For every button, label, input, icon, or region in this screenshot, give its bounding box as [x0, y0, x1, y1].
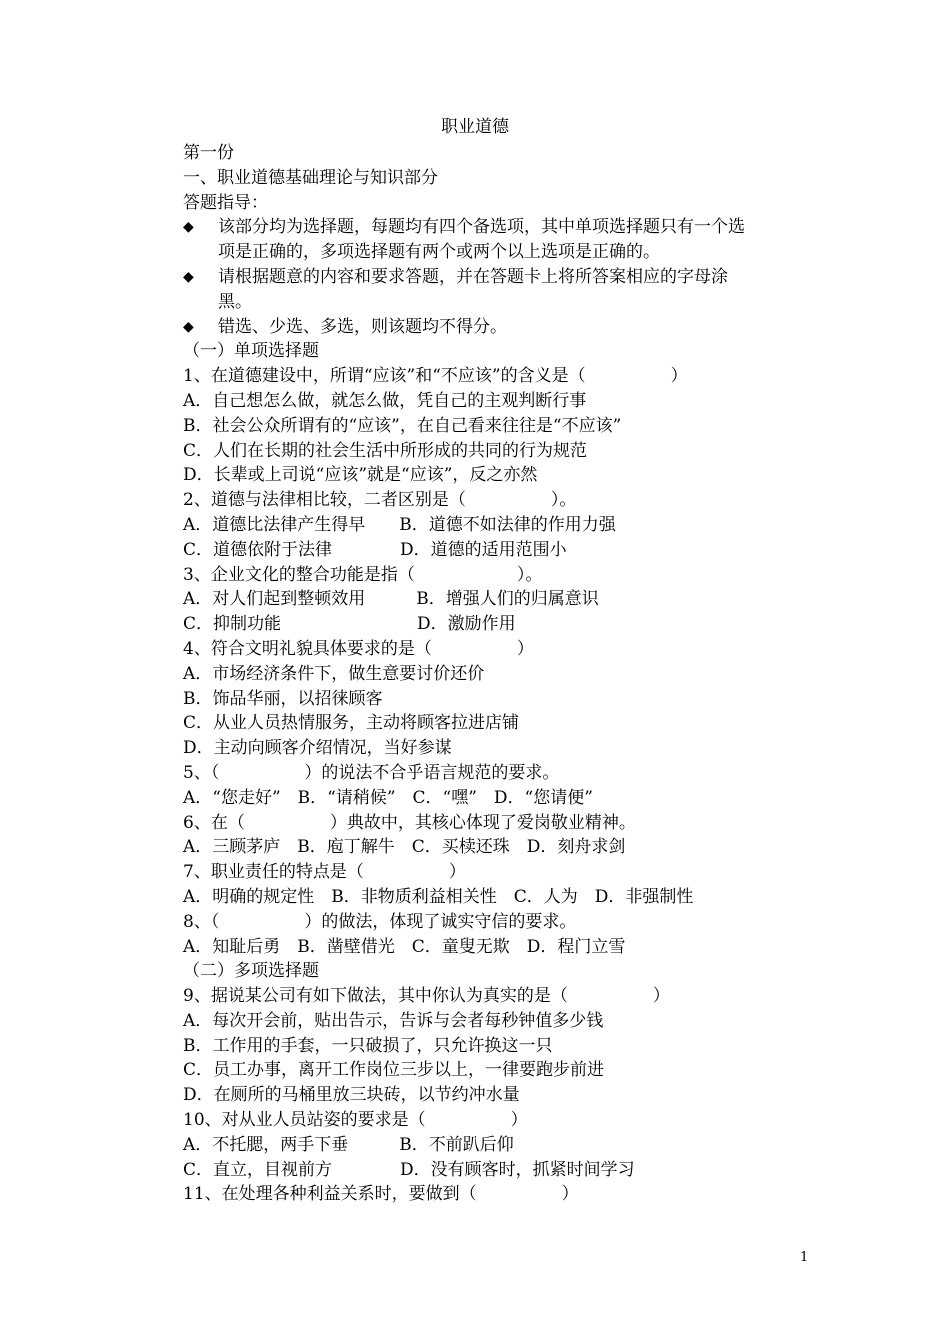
option-line: A．知耻后勇 B．凿壁借光 C．童叟无欺 D．程门立雪: [183, 936, 626, 957]
text-line: 第一份: [183, 143, 234, 163]
option-line: C．员工办事，离开工作岗位三步以上，一律要跑步前进: [183, 1060, 605, 1081]
question-line: 7、职业责任的特点是（ ）: [183, 862, 466, 883]
diamond-bullet-icon: ◆: [183, 318, 194, 335]
subsection-heading: （二）多项选择题: [183, 961, 319, 982]
instruction-bullet: [183, 215, 823, 265]
document-title: 职业道德: [441, 117, 509, 137]
diamond-bullet-icon: ◆: [183, 268, 194, 285]
question-line: 11、在处理各种利益关系时，要做到（ ）: [183, 1184, 579, 1205]
option-line: D．在厕所的马桶里放三块砖，以节约冲水量: [183, 1085, 520, 1106]
option-line: B．饰品华丽，以招徕顾客: [183, 688, 383, 709]
section-heading: 一、职业道德基础理论与知识部分: [183, 167, 438, 188]
option-line: C．直立，目视前方 D．没有顾客时，抓紧时间学习: [183, 1159, 635, 1180]
document-body: [183, 141, 823, 1207]
question-line: 4、符合文明礼貌具体要求的是（ ）: [183, 638, 534, 659]
option-line: C．抑制功能 D．激励作用: [183, 614, 516, 635]
page-number: 1: [800, 1250, 809, 1265]
option-line: A．自己想怎么做，就怎么做，凭自己的主观判断行事: [183, 390, 587, 411]
option-line: A．明确的规定性 B．非物质利益相关性 C．人为 D．非强制性: [183, 886, 694, 907]
bullet-text: 请根据题意的内容和要求答题，并在答题卡上将所答案相应的字母涂: [218, 266, 728, 287]
question-line: 2、道德与法律相比较，二者区别是（ ）。: [183, 490, 577, 511]
option-line: B．工作用的手套，一只破损了，只允许换这一只: [183, 1035, 553, 1056]
bullet-text: 项是正确的，多项选择题有两个或两个以上选项是正确的。: [218, 242, 660, 263]
option-line: D．主动向顾客介绍情况，当好参谋: [183, 738, 452, 759]
option-line: B．社会公众所谓有的“应该”，在自己看来往往是“不应该”: [183, 415, 622, 436]
question-line: 8、（ ）的做法，体现了诚实守信的要求。: [183, 911, 577, 932]
option-line: C．道德依附于法律 D．道德的适用范围小: [183, 539, 567, 560]
option-line: A．市场经济条件下，做生意要讨价还价: [183, 663, 485, 684]
option-line: C．人们在长期的社会生活中所形成的共同的行为规范: [183, 440, 588, 461]
option-line: A．每次开会前，贴出告示，告诉与会者每秒钟值多少钱: [183, 1010, 604, 1031]
bullet-text: 黑。: [218, 291, 252, 312]
option-line: A．对人们起到整顿效用 B．增强人们的归属意识: [183, 589, 599, 610]
question-line: 6、在（ ）典故中，其核心体现了爱岗敬业精神。: [183, 812, 636, 833]
option-line: D．长辈或上司说“应该”就是“应该”，反之亦然: [183, 465, 538, 486]
instruction-bullet: [183, 265, 823, 315]
option-line: C．从业人员热情服务，主动将顾客拉进店铺: [183, 713, 520, 734]
bullet-text: 错选、少选、多选，则该题均不得分。: [218, 316, 507, 337]
instruction-bullet: [183, 315, 823, 340]
subsection-heading: （一）单项选择题: [183, 341, 319, 362]
option-line: A．道德比法律产生得早 B．道德不如法律的作用力强: [183, 514, 616, 535]
bullet-text: 该部分均为选择题，每题均有四个备选项，其中单项选择题只有一个选: [218, 217, 745, 238]
option-line: A．“您走好” B．“请稍候” C．“嘿” D．“您请便”: [183, 787, 593, 808]
option-line: A．三顾茅庐 B．庖丁解牛 C．买椟还珠 D．刻舟求剑: [183, 837, 626, 858]
question-line: 3、企业文化的整合功能是指（ ）。: [183, 564, 543, 585]
question-line: 1、在道德建设中，所谓“应该”和“不应该”的含义是（ ）: [183, 366, 688, 387]
option-line: A．不托腮，两手下垂 B．不前趴后仰: [183, 1134, 514, 1155]
text-line: 答题指导：: [183, 192, 268, 213]
question-line: 9、据说某公司有如下做法，其中你认为真实的是（ ）: [183, 986, 670, 1007]
diamond-bullet-icon: ◆: [183, 219, 194, 236]
question-line: 10、对从业人员站姿的要求是（ ）: [183, 1110, 528, 1131]
question-line: 5、（ ）的说法不合乎语言规范的要求。: [183, 762, 560, 783]
